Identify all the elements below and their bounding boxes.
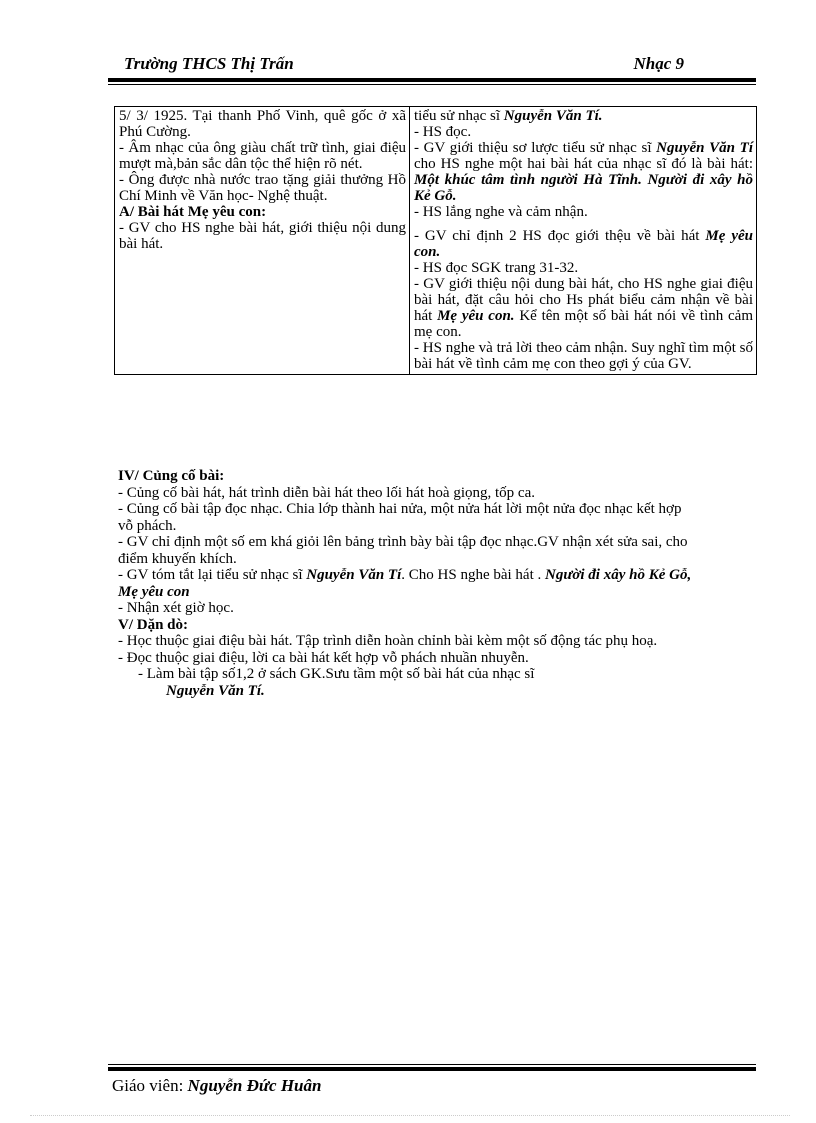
left-column-cell xyxy=(115,107,410,375)
list-item: - Củng cố bài tập đọc nhạc. Chia lớp thành hai nửa, một nửa hát lời một nửa đọc nhạc kết hợp vỗ phách. xyxy=(118,501,682,534)
left-line: 5/ 3/ 1925. Tại thanh Phố Vinh, quê gốc ở xã Phú Cường. xyxy=(119,108,406,140)
list-item: - Học thuộc giai điệu bài hát. Tập trình diễn hoàn chỉnh bài kèm một số động tác phụ hoạ. xyxy=(118,633,658,649)
list-item-continuation: Nguyễn Văn Tí. xyxy=(166,682,265,699)
page-footer xyxy=(112,1076,321,1096)
header-rule-thin xyxy=(108,84,756,85)
right-column-cell xyxy=(410,107,757,375)
right-line: - HS nghe và trả lời theo cảm nhận. Suy nghĩ tìm một số bài hát về tình cảm mẹ con theo gợi ý của GV. xyxy=(414,340,753,372)
left-line: - Âm nhạc của ông giàu chất trữ tình, giai điệu mượt mà,bản sắc dân tộc thể hiện rõ nét. xyxy=(119,140,406,172)
header-rule-thick xyxy=(108,78,756,82)
right-line: tiểu sử nhạc sĩ Nguyễn Văn Tí. xyxy=(414,108,603,124)
teacher-name: Nguyễn Đức Huân xyxy=(187,1076,322,1095)
right-line: - HS lắng nghe và cảm nhận. xyxy=(414,204,588,220)
list-item: - GV tóm tắt lại tiểu sử nhạc sĩ Nguyễn Văn Tí. Cho HS nghe bài hát . Người đi xây hồ Kẻ Gỗ, Mẹ yêu con xyxy=(118,567,692,600)
footer-rule-thin xyxy=(108,1064,756,1065)
right-line: - GV chỉ định 2 HS đọc giới thệu về bài hát Mẹ yêu con. xyxy=(414,228,753,260)
left-line: - GV cho HS nghe bài hát, giới thiệu nội dung bài hát. xyxy=(119,220,406,252)
school-name: Trường THCS Thị Trấn xyxy=(124,54,294,73)
section4-heading: IV/ Củng cố bài: xyxy=(118,468,225,484)
right-line: - HS đọc. xyxy=(414,124,472,140)
footer-rule-thick xyxy=(108,1067,756,1071)
right-line: - GV giới thiệu sơ lược tiểu sử nhạc sĩ Nguyễn Văn Tí cho HS nghe một hai bài hát của nhạc sĩ đó là bài hát: Một khúc tâm tình người Hà Tĩnh. Người đi xây hồ Kẻ Gỗ. xyxy=(414,140,753,204)
section5-heading: V/ Dặn dò: xyxy=(118,616,189,633)
right-line: - GV giới thiệu nội dung bài hát, cho HS nghe giai điệu bài hát, đặt câu hỏi cho Hs phát biểu cảm nhận về bài hát Mẹ yêu con. Kể tên một số bài hát nói về tình cảm mẹ con. xyxy=(414,276,754,340)
teacher-label: Giáo viên: xyxy=(112,1076,188,1095)
subject-label: Nhạc 9 xyxy=(633,54,684,73)
song-heading: A/ Bài hát Mẹ yêu con: xyxy=(119,204,267,220)
table-row xyxy=(115,107,757,375)
list-item: - Nhận xét giờ học. xyxy=(118,600,234,616)
list-item: - Đọc thuộc giai điệu, lời ca bài hát kết hợp vỗ phách nhuần nhuyễn. xyxy=(118,649,529,666)
lesson-body xyxy=(118,468,698,699)
list-item: - Làm bài tập số1,2 ở sách GK.Sưu tầm một số bài hát của nhạc sĩ xyxy=(138,666,535,682)
right-line: - HS đọc SGK trang 31-32. xyxy=(414,260,579,276)
left-line: - Ông được nhà nước trao tặng giải thưởng Hồ Chí Minh về Văn học- Nghệ thuật. xyxy=(119,172,406,204)
lesson-table xyxy=(114,106,757,375)
list-item: - Củng cố bài hát, hát trình diễn bài hát theo lối hát hoà giọng, tốp ca. xyxy=(118,484,535,501)
bottom-divider xyxy=(30,1115,790,1116)
list-item: - GV chỉ định một số em khá giỏi lên bảng trình bày bài tập đọc nhạc.GV nhận xét sửa sai, cho điểm khuyến khích. xyxy=(118,534,688,567)
